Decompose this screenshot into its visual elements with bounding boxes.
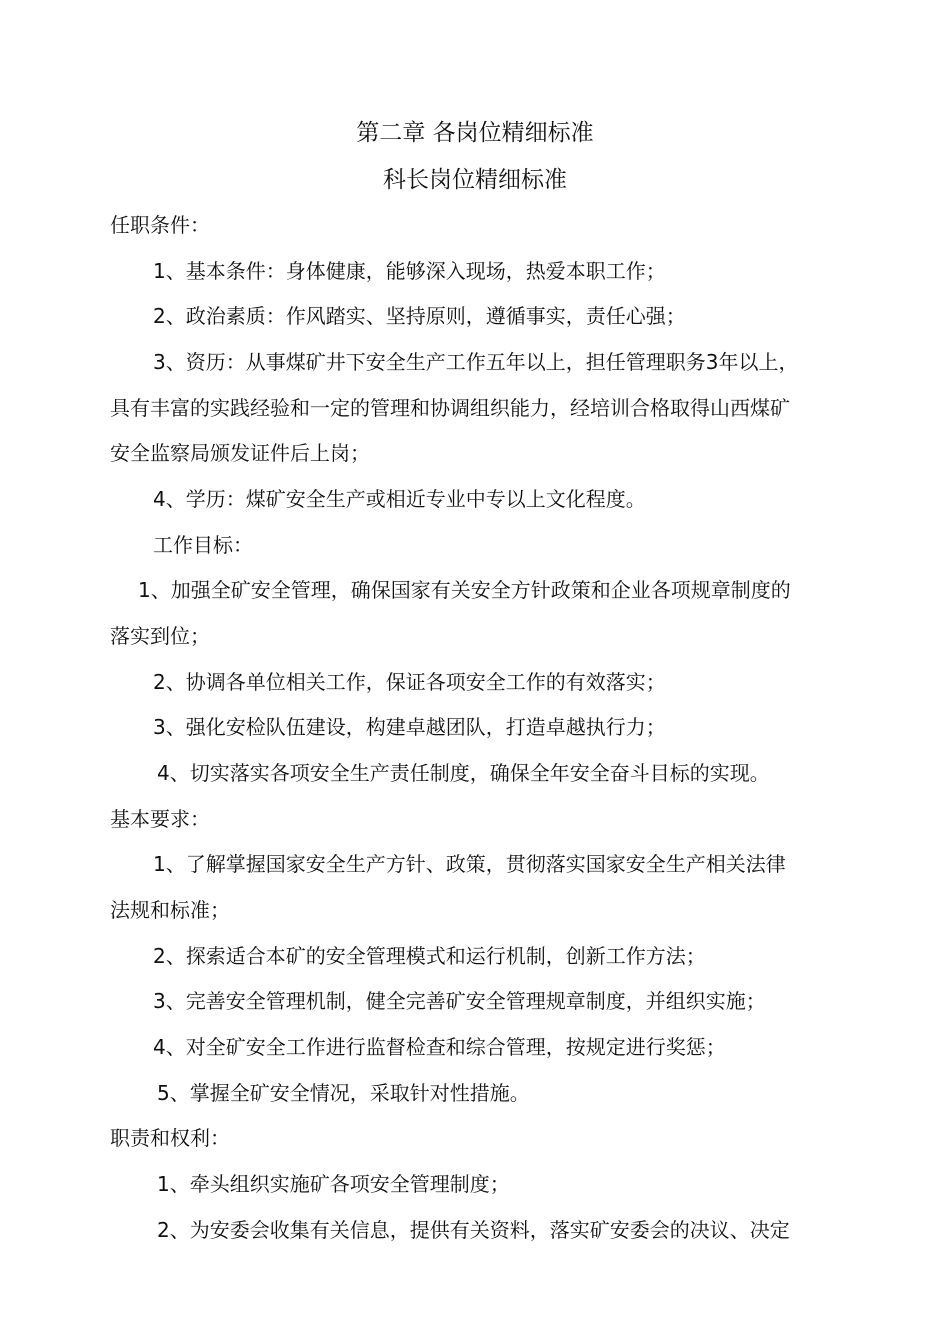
qualification-item: 3、资历：从事煤矿井下安全生产工作五年以上，担任管理职务3年以上，: [153, 350, 799, 374]
chapter-title: 第二章 各岗位精细标准: [356, 120, 594, 146]
goal-item: 1、加强全矿安全管理，确保国家有关安全方针政策和企业各项规章制度的: [138, 578, 791, 602]
qualification-item-continued: 具有丰富的实践经验和一定的管理和协调组织能力，经培训合格取得山西煤矿: [110, 396, 790, 420]
goals-heading: 工作目标：: [153, 533, 253, 557]
requirement-item: 1、了解掌握国家安全生产方针、政策，贯彻落实国家安全生产相关法律: [153, 852, 786, 876]
goal-item: 4、切实落实各项安全生产责任制度，确保全年安全奋斗目标的实现。: [157, 761, 770, 785]
goal-item: 2、协调各单位相关工作，保证各项安全工作的有效落实；: [153, 670, 666, 694]
goal-item-continued: 落实到位；: [110, 624, 210, 648]
qualification-item: 4、学历：煤矿安全生产或相近专业中专以上文化程度。: [153, 487, 646, 511]
qualification-item: 1、基本条件：身体健康，能够深入现场，热爱本职工作；: [153, 259, 666, 283]
duties-heading: 职责和权利：: [110, 1126, 230, 1150]
requirement-item: 5、掌握全矿安全情况，采取针对性措施。: [157, 1081, 530, 1105]
duty-item: 2、为安委会收集有关信息，提供有关资料，落实矿安委会的决议、决定: [157, 1218, 790, 1242]
requirement-item: 4、对全矿安全工作进行监督检查和综合管理，按规定进行奖惩；: [153, 1035, 726, 1059]
requirement-item-continued: 法规和标准；: [110, 898, 230, 922]
requirement-item: 3、完善安全管理机制，健全完善矿安全管理规章制度，并组织实施；: [153, 989, 766, 1013]
goal-item: 3、强化安检队伍建设，构建卓越团队，打造卓越执行力；: [153, 715, 666, 739]
requirements-heading: 基本要求：: [110, 807, 210, 831]
qualification-item-continued: 安全监察局颁发证件后上岗；: [110, 441, 370, 465]
qualification-item: 2、政治素质：作风踏实、坚持原则，遵循事实，责任心强；: [153, 304, 686, 328]
section-title: 科长岗位精细标准: [383, 167, 567, 193]
qualifications-heading: 任职条件：: [110, 213, 210, 237]
duty-item: 1、牵头组织实施矿各项安全管理制度；: [157, 1172, 510, 1196]
requirement-item: 2、探索适合本矿的安全管理模式和运行机制，创新工作方法；: [153, 944, 706, 968]
